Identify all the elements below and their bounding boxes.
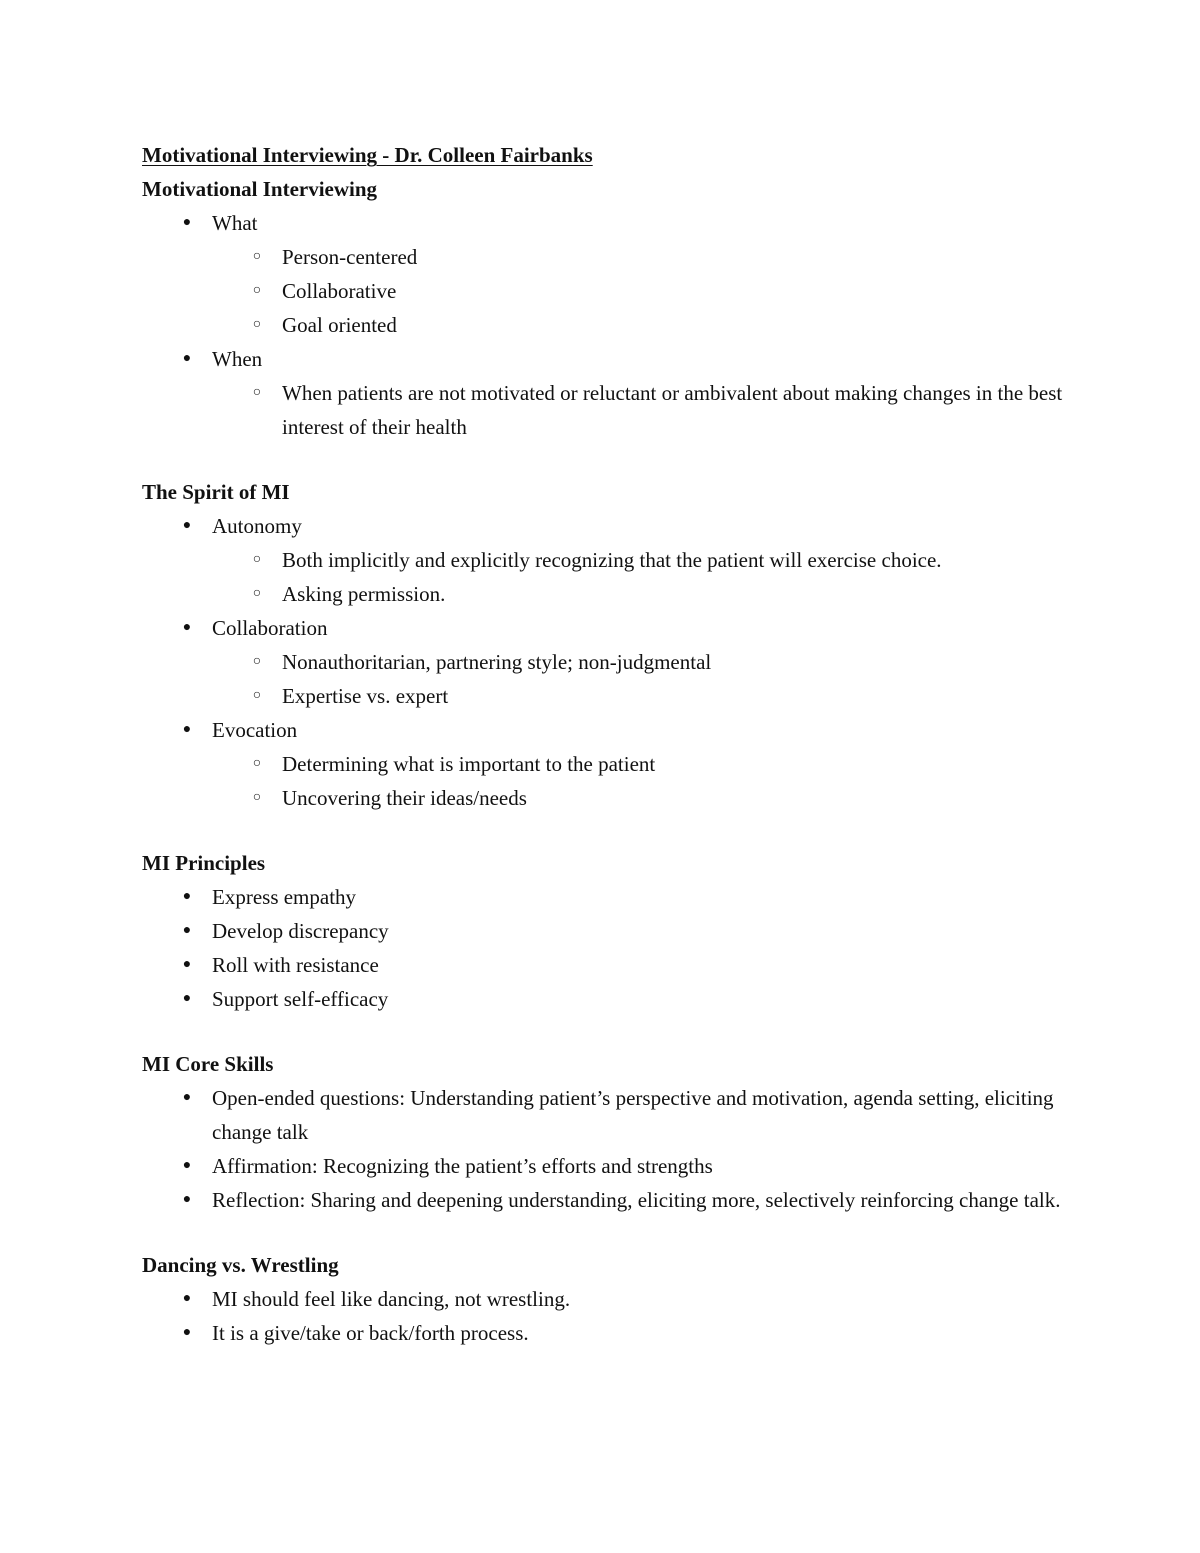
section-heading: MI Principles xyxy=(142,851,266,875)
sub-list-item xyxy=(212,543,1072,577)
document-title: Motivational Interviewing - Dr. Colleen Fairbanks xyxy=(142,143,593,167)
document-page xyxy=(142,138,1072,1381)
sub-list-item xyxy=(212,747,1072,781)
bullet-list xyxy=(142,206,1072,444)
hollow-bullet-icon: ○ xyxy=(252,654,262,669)
hollow-bullet-icon: ○ xyxy=(252,688,262,703)
section-heading: Dancing vs. Wrestling xyxy=(142,1253,339,1277)
bullet-list xyxy=(142,1081,1072,1217)
sub-list-item-text: Uncovering their ideas/needs xyxy=(282,786,527,810)
filled-bullet-icon: ● xyxy=(182,1192,192,1207)
list-item xyxy=(142,1081,1072,1149)
hollow-bullet-icon: ○ xyxy=(252,385,262,400)
sub-list-item xyxy=(212,645,1072,679)
filled-bullet-icon: ● xyxy=(182,1291,192,1306)
list-item-text: Autonomy xyxy=(212,514,302,538)
list-item-text: Roll with resistance xyxy=(212,953,379,977)
list-item-text: Open-ended questions: Understanding patient’s perspective and motivation, agenda setting, eliciting change talk xyxy=(212,1086,1054,1144)
section xyxy=(142,1248,1072,1350)
section xyxy=(142,475,1072,815)
list-item xyxy=(142,509,1072,611)
list-item xyxy=(142,342,1072,444)
filled-bullet-icon: ● xyxy=(182,1090,192,1105)
filled-bullet-icon: ● xyxy=(182,1325,192,1340)
bullet-list xyxy=(142,880,1072,1016)
list-item-text: What xyxy=(212,211,258,235)
sub-list-item-text: Person-centered xyxy=(282,245,418,269)
filled-bullet-icon: ● xyxy=(182,620,192,635)
list-item-text: When xyxy=(212,347,263,371)
sub-list-item-text: Asking permission. xyxy=(282,582,446,606)
sub-bullet-list xyxy=(212,543,1072,611)
filled-bullet-icon: ● xyxy=(182,957,192,972)
hollow-bullet-icon: ○ xyxy=(252,249,262,264)
hollow-bullet-icon: ○ xyxy=(252,790,262,805)
list-item xyxy=(142,1316,1072,1350)
hollow-bullet-icon: ○ xyxy=(252,552,262,567)
filled-bullet-icon: ● xyxy=(182,722,192,737)
list-item xyxy=(142,1282,1072,1316)
list-item-text: Reflection: Sharing and deepening understanding, eliciting more, selectively reinforcing change talk. xyxy=(212,1188,1061,1212)
list-item xyxy=(142,1183,1072,1217)
section xyxy=(142,172,1072,444)
section-heading: MI Core Skills xyxy=(142,1052,274,1076)
sub-list-item-text: Collaborative xyxy=(282,279,397,303)
filled-bullet-icon: ● xyxy=(182,923,192,938)
hollow-bullet-icon: ○ xyxy=(252,283,262,298)
list-item xyxy=(142,880,1072,914)
section xyxy=(142,846,1072,1016)
list-item-text: Support self-efficacy xyxy=(212,987,389,1011)
bullet-list xyxy=(142,1282,1072,1350)
filled-bullet-icon: ● xyxy=(182,1158,192,1173)
sub-list-item xyxy=(212,240,1072,274)
list-item-text: MI should feel like dancing, not wrestling. xyxy=(212,1287,571,1311)
list-item xyxy=(142,611,1072,713)
section xyxy=(142,1047,1072,1217)
sub-list-item xyxy=(212,308,1072,342)
filled-bullet-icon: ● xyxy=(182,215,192,230)
list-item xyxy=(142,948,1072,982)
list-item-text: Express empathy xyxy=(212,885,357,909)
sub-list-item xyxy=(212,577,1072,611)
section-heading: The Spirit of MI xyxy=(142,480,290,504)
sub-bullet-list xyxy=(212,747,1072,815)
list-item-text: Collaboration xyxy=(212,616,328,640)
sub-list-item-text: Nonauthoritarian, partnering style; non-judgmental xyxy=(282,650,712,674)
filled-bullet-icon: ● xyxy=(182,889,192,904)
sub-bullet-list xyxy=(212,645,1072,713)
list-item xyxy=(142,982,1072,1016)
hollow-bullet-icon: ○ xyxy=(252,756,262,771)
filled-bullet-icon: ● xyxy=(182,351,192,366)
bullet-list xyxy=(142,509,1072,815)
sub-list-item xyxy=(212,679,1072,713)
sub-list-item xyxy=(212,274,1072,308)
sub-list-item xyxy=(212,376,1072,444)
hollow-bullet-icon: ○ xyxy=(252,317,262,332)
list-item-text: Evocation xyxy=(212,718,298,742)
document-body xyxy=(142,172,1072,1350)
sub-list-item-text: Expertise vs. expert xyxy=(282,684,449,708)
list-item xyxy=(142,206,1072,342)
filled-bullet-icon: ● xyxy=(182,991,192,1006)
sub-bullet-list xyxy=(212,376,1072,444)
sub-bullet-list xyxy=(212,240,1072,342)
sub-list-item-text: Determining what is important to the patient xyxy=(282,752,656,776)
list-item-text: It is a give/take or back/forth process. xyxy=(212,1321,529,1345)
list-item xyxy=(142,914,1072,948)
list-item xyxy=(142,1149,1072,1183)
section-heading: Motivational Interviewing xyxy=(142,177,378,201)
hollow-bullet-icon: ○ xyxy=(252,586,262,601)
sub-list-item-text: When patients are not motivated or reluctant or ambivalent about making changes in the best interest of their health xyxy=(282,381,1063,439)
filled-bullet-icon: ● xyxy=(182,518,192,533)
list-item xyxy=(142,713,1072,815)
list-item-text: Develop discrepancy xyxy=(212,919,389,943)
list-item-text: Affirmation: Recognizing the patient’s efforts and strengths xyxy=(212,1154,713,1178)
sub-list-item-text: Both implicitly and explicitly recognizing that the patient will exercise choice. xyxy=(282,548,942,572)
sub-list-item xyxy=(212,781,1072,815)
sub-list-item-text: Goal oriented xyxy=(282,313,397,337)
